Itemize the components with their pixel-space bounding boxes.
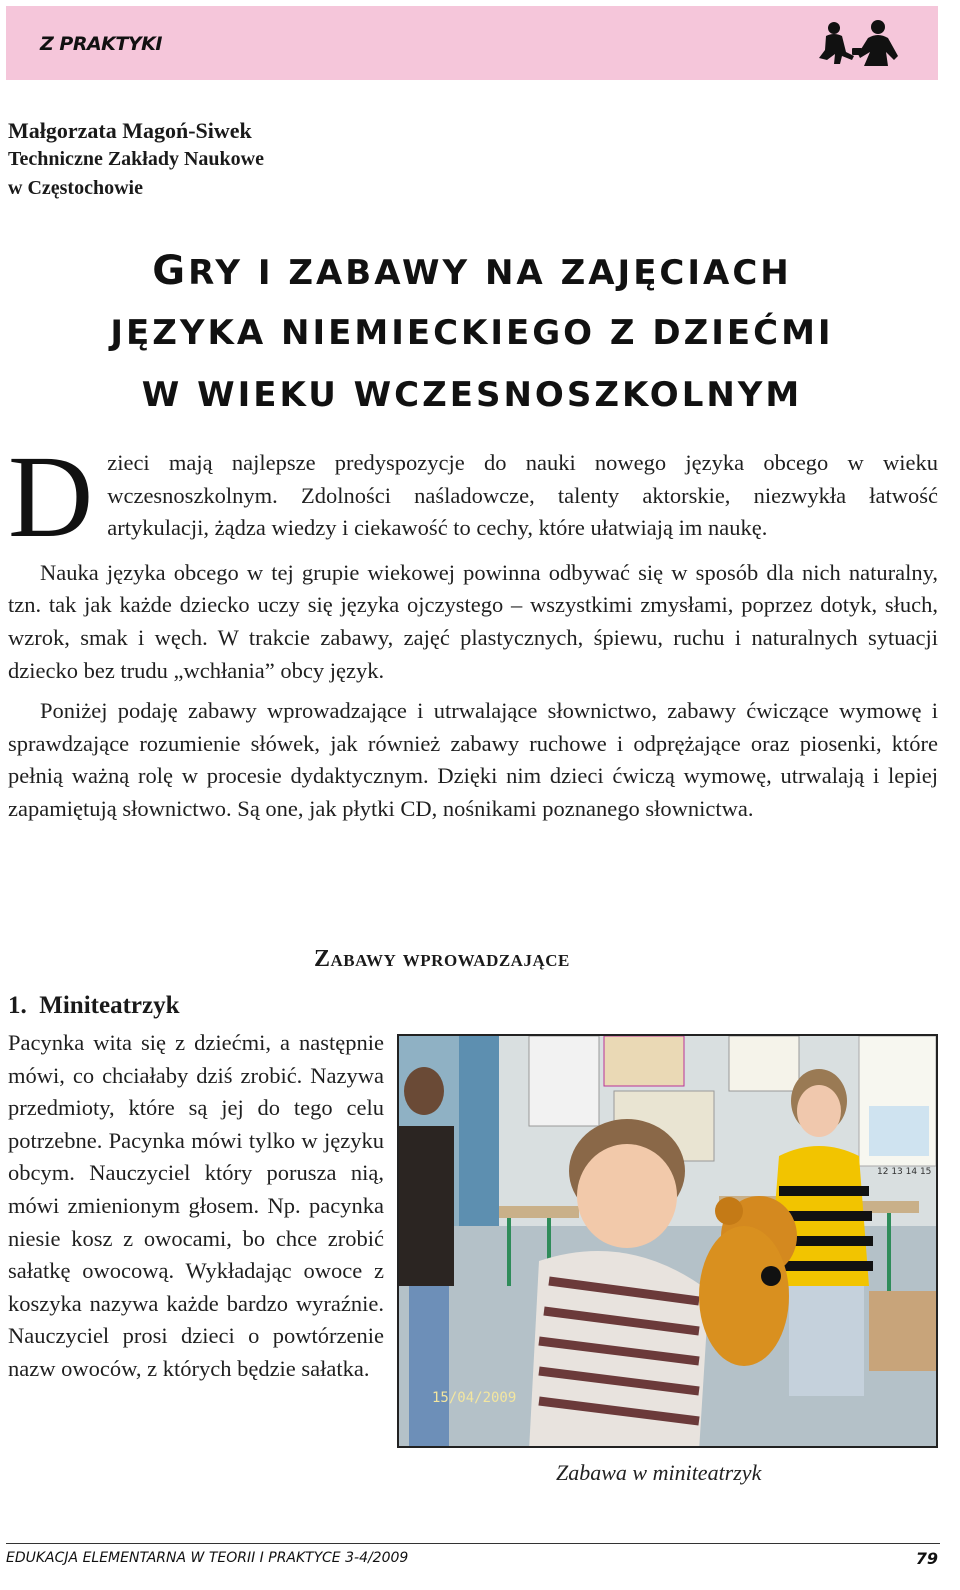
author-name: Małgorzata Magoń-Siwek (8, 118, 252, 143)
author-affiliation: Techniczne Zakłady Naukowe (8, 148, 264, 170)
exercise-title: Miniteatrzyk (39, 992, 180, 1019)
paragraph-3: Poniżej podaję zabawy wprowadzające i utrwalające słownictwo, zabawy ćwiczące wymowę i sprawdzające rozumienie słówek, jak również zabawy ruchowe i odprężające oraz piosenki, które pełnią ważną rolę w procesie dydaktycznym. Dzięki nim dzieci ćwiczą wymowę, utrwalają i lepiej zapamiętują słownictwo. Są one, jak płytki CD, nośnikami poznanego słownictwa. (8, 698, 938, 821)
paragraph-1: Dzieci mają najlepsze predyspozycje do nauki nowego języka obcego w wieku wczesnoszkolnym. Zdolności naśladowcze, talenty aktorskie, niezwykła łatwość artykulacji, żądza wiedzy i ciekawość to cechy, które ułatwiają im naukę. (8, 431, 938, 562)
title-line-3: W WIEKU WCZESNOSZKOLNYM (141, 375, 803, 415)
page-number: 79 (915, 1549, 938, 1568)
footer-rule (6, 1543, 940, 1544)
section-heading: Zabawy wprowadzające (314, 946, 570, 972)
photo-date-stamp: 15/04/2009 (432, 1390, 517, 1406)
classroom-photo (397, 1034, 938, 1448)
exercise-number: 1. (8, 992, 27, 1019)
photo-caption: Zabawa w miniteatrzyk (556, 1460, 762, 1485)
section-label: Z PRAKTYKI (40, 33, 162, 55)
author-city: w Częstochowie (8, 177, 143, 199)
author-block (8, 116, 264, 203)
article-title (0, 240, 944, 426)
title-line-2: JĘZYKA NIEMIECKIEGO Z DZIEĆMI (110, 313, 834, 353)
exercise-text: Pacynka wita się z dziećmi, a następnie mówi, co chciałaby dziś zrobić. Nazywa przedmioty, które są jej do tego celu potrzebne. Pacynka mówi tylko w języku obcym. Nauczyciel który porusza nią, mówi zmienionym głosem. Np. pacynka niesie kosz z owocami, bo chce zrobić sałatkę owocową. Wykładając owoce z koszyka nazywa każde bardzo wyraźnie. Nauczyciel prosi dzieci o powtórzenie nazw owoców, z których będzie sałatka. (8, 1030, 384, 1381)
paragraph-2: Nauka języka obcego w tej grupie wiekowej powinna odbywać się w sposób dla nich naturalny, tzn. tak jak każde dziecko uczy się języka ojczystego – wszystkimi zmysłami, poprzez dotyk, słuch, wzrok, smak i węch. W trakcie zabawy, zajęć plastycznych, śpiewu, ruchu i naturalnych sytuacji dziecko bez trudu „wchłania” obcy język. (8, 559, 938, 683)
photo-illustration (399, 1036, 936, 1446)
exercise-heading (8, 992, 179, 1020)
article-intro (8, 431, 938, 826)
journal-title: EDUKACJA ELEMENTARNA W TEORII I PRAKTYCE 3-4/2009 (6, 1550, 409, 1566)
drop-cap: D (8, 431, 94, 562)
title-line-1: GRY I ZABAWY NA ZAJĘCIACH (152, 248, 792, 294)
children-playing-icon (812, 18, 904, 68)
poster-numbers: 12 13 14 15 (877, 1167, 932, 1177)
